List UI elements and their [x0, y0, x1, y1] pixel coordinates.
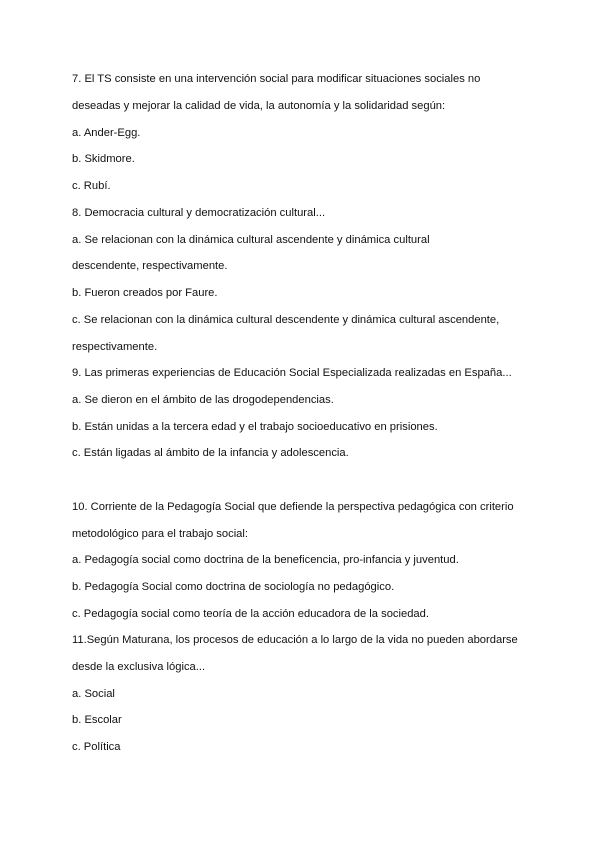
question-7-text-line-2: deseadas y mejorar la calidad de vida, la autonomía y la solidaridad según:: [72, 100, 446, 112]
question-10-option-c: c. Pedagogía social como teoría de la acción educadora de la sociedad.: [72, 608, 429, 620]
question-11-text-line-2: desde la exclusiva lógica...: [72, 661, 206, 673]
question-8-option-c-line-1: c. Se relacionan con la dinámica cultural descendente y dinámica cultural ascendente,: [72, 314, 500, 326]
question-9-option-b: b. Están unidas a la tercera edad y el trabajo socioeducativo en prisiones.: [72, 421, 438, 433]
question-10-text-line-2: metodológico para el trabajo social:: [72, 528, 248, 540]
question-9-option-a: a. Se dieron en el ámbito de las drogodependencias.: [72, 394, 334, 406]
question-11-option-c: c. Política: [72, 741, 121, 753]
question-7-option-b: b. Skidmore.: [72, 153, 135, 165]
question-8-option-b: b. Fueron creados por Faure.: [72, 287, 218, 299]
question-10-text-line-1: 10. Corriente de la Pedagogía Social que defiende la perspectiva pedagógica con criterio: [72, 501, 514, 513]
question-9-text: 9. Las primeras experiencias de Educación Social Especializada realizadas en España...: [72, 367, 512, 379]
question-8-option-c-line-2: respectivamente.: [72, 341, 158, 353]
question-9-option-c: c. Están ligadas al ámbito de la infancia y adolescencia.: [72, 447, 349, 459]
question-7-text-line-1: 7. El TS consiste en una intervención social para modificar situaciones sociales no: [72, 73, 481, 85]
question-11-text-line-1: 11.Según Maturana, los procesos de educación a lo largo de la vida no pueden abordarse: [72, 634, 518, 646]
question-11-option-b: b. Escolar: [72, 714, 122, 726]
question-8-option-a-line-1: a. Se relacionan con la dinámica cultural ascendente y dinámica cultural: [72, 234, 430, 246]
question-7-option-a: a. Ander-Egg.: [72, 127, 141, 139]
question-10-option-a: a. Pedagogía social como doctrina de la beneficencia, pro-infancia y juventud.: [72, 554, 459, 566]
question-11-option-a: a. Social: [72, 688, 115, 700]
question-8-text: 8. Democracia cultural y democratización cultural...: [72, 207, 326, 219]
question-10-option-b: b. Pedagogía Social como doctrina de sociología no pedagógico.: [72, 581, 395, 593]
question-8-option-a-line-2: descendente, respectivamente.: [72, 260, 228, 272]
question-7-option-c: c. Rubí.: [72, 180, 111, 192]
